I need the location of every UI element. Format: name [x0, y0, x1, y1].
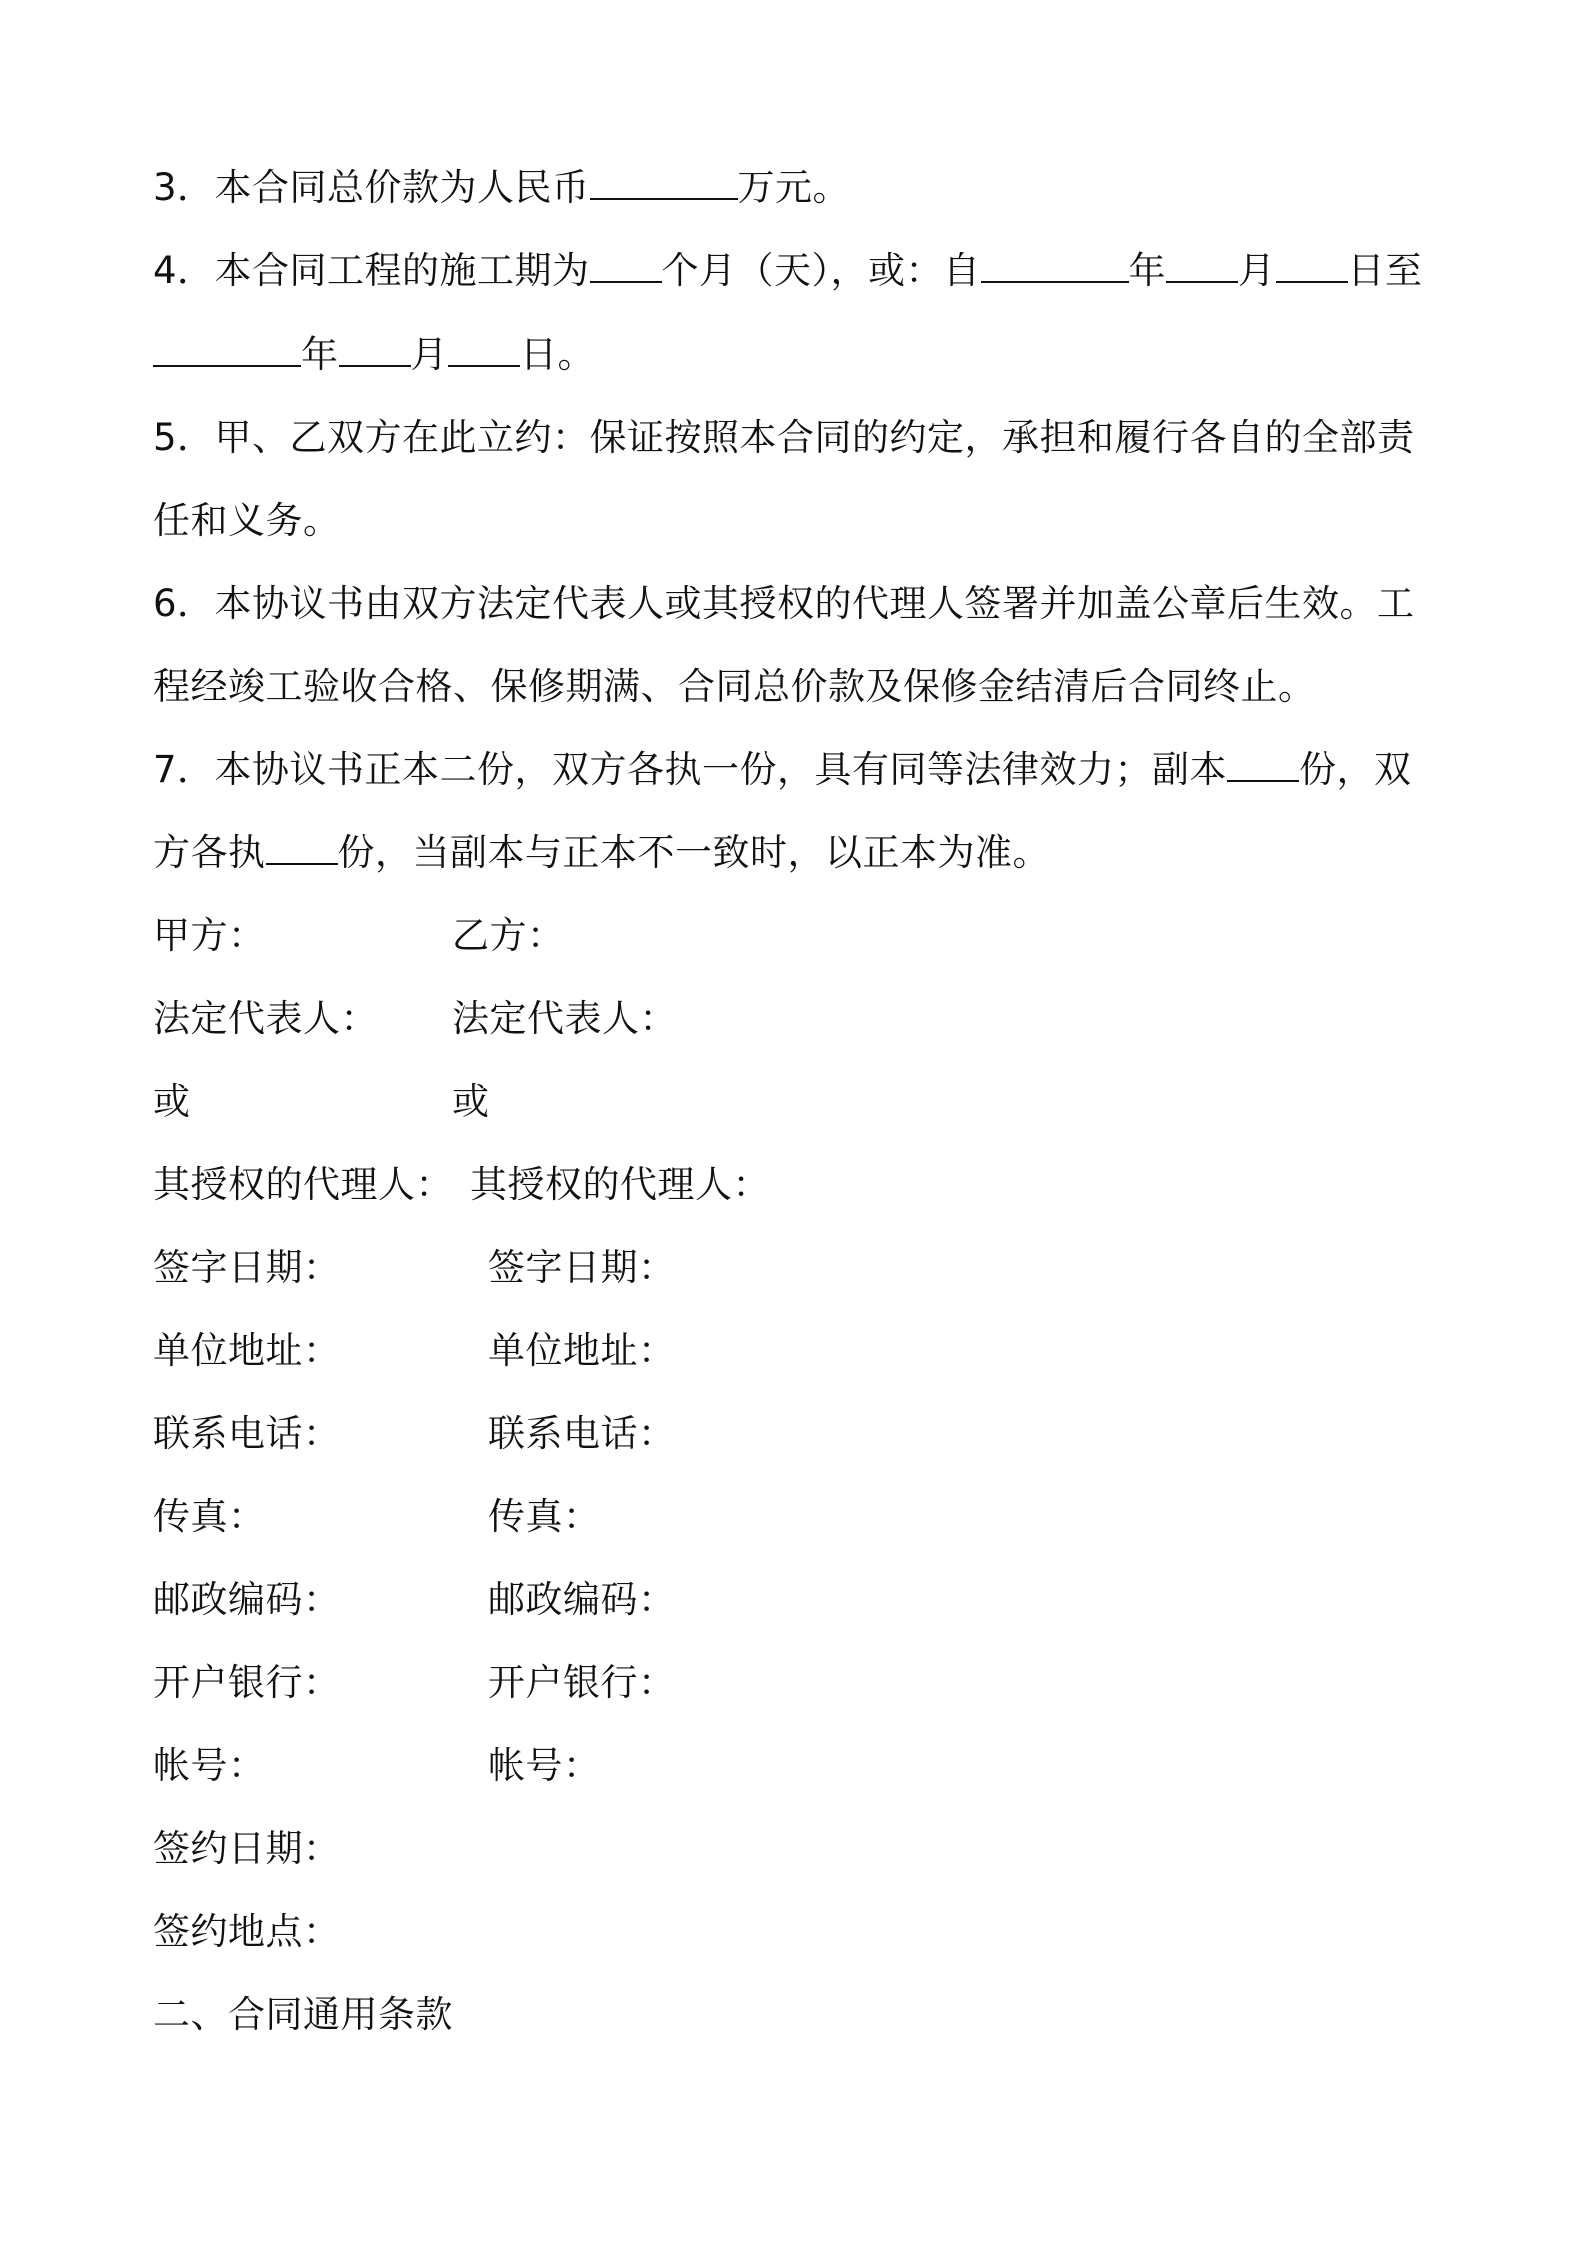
- item-3-number: 3．: [153, 166, 215, 209]
- item-4-text-f: 年: [301, 333, 339, 376]
- item-3-text-b: 万元。: [737, 166, 851, 209]
- item-7-text-c: 方各执: [153, 831, 266, 874]
- item-4-text-h: 日。: [520, 333, 595, 376]
- total-price-blank: [590, 164, 738, 200]
- agent-b-label: 其授权的代理人：: [470, 1163, 770, 1206]
- address-a-label: 单位地址：: [153, 1329, 341, 1372]
- fax-a-label: 传真：: [153, 1495, 266, 1538]
- item-5-line-1: [153, 414, 1415, 462]
- item-5-line-2: [153, 497, 341, 545]
- postal-a-label: 邮政编码：: [153, 1578, 341, 1621]
- item-6-line-2: [153, 663, 1316, 711]
- sign-date-a-label: 签字日期：: [153, 1246, 341, 1289]
- item-5-text-line-2: 任和义务。: [153, 499, 341, 542]
- start-year-blank: [981, 247, 1129, 283]
- phone-a-label: 联系电话：: [153, 1412, 341, 1455]
- item-3: [153, 164, 850, 212]
- item-7-line-1: [153, 746, 1412, 794]
- item-7-number: 7．: [153, 748, 215, 791]
- item-7-text-a: 本协议书正本二份，双方各执一份，具有同等法律效力；副本: [214, 748, 1228, 791]
- or-a-label: 或: [153, 1080, 191, 1123]
- party-b-label: 乙方：: [452, 914, 565, 957]
- bank-a-label: 开户银行：: [153, 1661, 341, 1704]
- item-4-text-b: 个月（天），或：自: [661, 249, 981, 292]
- item-5-text-line-1: 甲、乙双方在此立约：保证按照本合同的约定，承担和履行各自的全部责: [214, 416, 1415, 459]
- account-b-label: 帐号：: [488, 1744, 601, 1787]
- sign-date-b-label: 签字日期：: [488, 1246, 676, 1289]
- copies-blank: [1227, 746, 1299, 782]
- item-4-text-d: 月: [1238, 249, 1276, 292]
- item-7-line-2: [153, 829, 1050, 877]
- item-4-text-e: 日至: [1347, 249, 1423, 292]
- or-b-label: 或: [452, 1080, 490, 1123]
- phone-b-label: 联系电话：: [488, 1412, 676, 1455]
- fax-b-label: 传真：: [488, 1495, 601, 1538]
- item-4-text-a: 本合同工程的施工期为: [214, 249, 590, 292]
- bank-b-label: 开户银行：: [488, 1661, 676, 1704]
- contract-date-label: 签约日期：: [153, 1827, 341, 1870]
- item-4-line-1: [153, 247, 1423, 295]
- end-day-blank: [448, 331, 520, 367]
- postal-b-label: 邮政编码：: [488, 1578, 676, 1621]
- item-5-number: 5．: [153, 416, 215, 459]
- end-year-blank: [153, 331, 301, 367]
- item-6-line-1: [153, 580, 1415, 628]
- agent-a-label: 其授权的代理人：: [153, 1163, 453, 1206]
- item-6-text-line-2: 程经竣工验收合格、保修期满、合同总价款及保修金结清后合同终止。: [153, 665, 1316, 708]
- item-4-number: 4．: [153, 249, 215, 292]
- item-6-text-line-1: 本协议书由双方法定代表人或其授权的代理人签署并加盖公章后生效。工: [214, 582, 1415, 625]
- legal-rep-a-label: 法定代表人：: [153, 997, 378, 1040]
- party-a-label: 甲方：: [153, 914, 266, 957]
- start-month-blank: [1166, 247, 1238, 283]
- end-month-blank: [339, 331, 411, 367]
- months-blank: [590, 247, 662, 283]
- start-day-blank: [1276, 247, 1348, 283]
- section-heading: 二、合同通用条款: [153, 1993, 453, 2036]
- item-7-text-b: 份，双: [1299, 748, 1412, 791]
- copies-each-blank: [266, 829, 338, 865]
- item-6-number: 6．: [153, 582, 215, 625]
- item-4-text-c: 年: [1128, 249, 1167, 292]
- item-3-text-a: 本合同总价款为人民币: [214, 166, 590, 209]
- item-4-line-2: [153, 331, 595, 379]
- account-a-label: 帐号：: [153, 1744, 266, 1787]
- legal-rep-b-label: 法定代表人：: [452, 997, 677, 1040]
- item-4-text-g: 月: [410, 333, 448, 376]
- item-7-text-d: 份，当副本与正本不一致时，以正本为准。: [337, 831, 1050, 874]
- address-b-label: 单位地址：: [488, 1329, 676, 1372]
- contract-place-label: 签约地点：: [153, 1910, 341, 1953]
